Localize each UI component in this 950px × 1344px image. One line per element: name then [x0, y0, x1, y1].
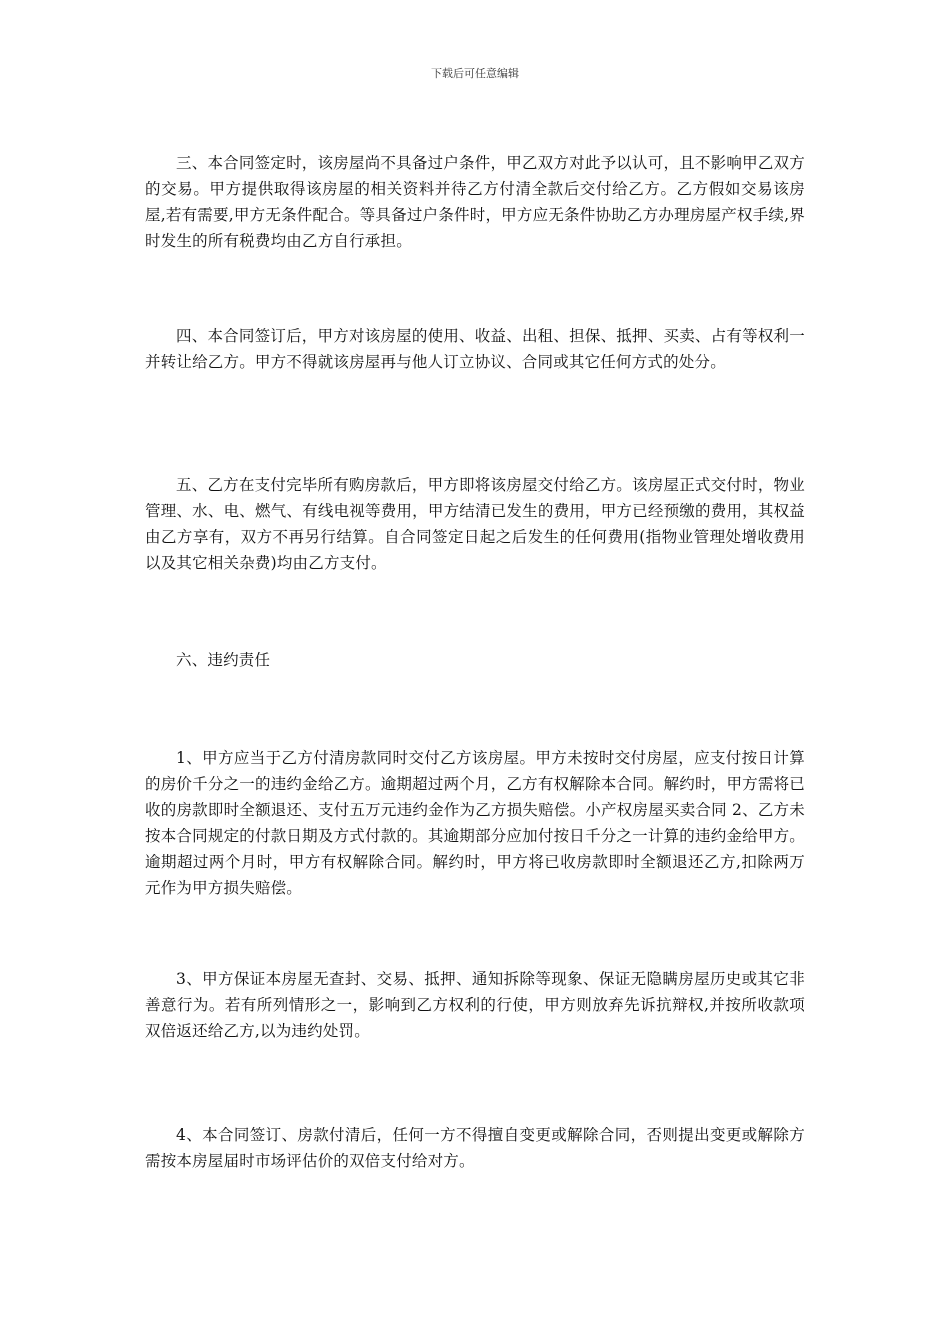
page-header-note: 下载后可任意编辑 [431, 67, 519, 80]
section-heading-breach-liability: 六、违约责任 [176, 651, 271, 669]
breach-item-4-paragraph: 4、本合同签订、房款付清后，任何一方不得擅自变更或解除合同，否则提出变更或解除方需按本房屋届时市场评估价的双倍支付给对方。 [145, 1126, 805, 1170]
breach-item-3-paragraph: 3、甲方保证本房屋无查封、交易、抵押、通知拆除等现象、保证无隐瞒房屋历史或其它非善意行为。若有所列情形之一，影响到乙方权利的行使，甲方则放弃先诉抗辩权,并按所收款项双倍返还给乙方,以为违约处罚。 [145, 970, 805, 1040]
clause-5-paragraph: 五、乙方在支付完毕所有购房款后，甲方即将该房屋交付给乙方。该房屋正式交付时，物业管理、水、电、燃气、有线电视等费用，甲方结清已发生的费用，甲方已经预缴的费用，其权益由乙方享有，双方不再另行结算。自合同签定日起之后发生的任何费用(指物业管理处增收费用以及其它相关杂费)均由乙方支付。 [145, 476, 805, 572]
breach-item-1-2-paragraph: 1、甲方应当于乙方付清房款同时交付乙方该房屋。甲方未按时交付房屋，应支付按日计算的房价千分之一的违约金给乙方。逾期超过两个月，乙方有权解除本合同。解约时，甲方需将已收的房款即时全额退还、支付五万元违约金作为乙方损失赔偿。小产权房屋买卖合同 2、乙方未按本合同规定的付款日期及方式付款的。其逾期部分应加付按日千分之一计算的违约金给甲方。逾期超过两个月时，甲方有权解除合同。解约时，甲方将已收房款即时全额退还乙方,扣除两万元作为甲方损失赔偿。 [145, 749, 805, 897]
clause-3-paragraph: 三、本合同签定时，该房屋尚不具备过户条件，甲乙双方对此予以认可，且不影响甲乙双方的交易。甲方提供取得该房屋的相关资料并待乙方付清全款后交付给乙方。乙方假如交易该房屋,若有需要,甲方无条件配合。等具备过户条件时，甲方应无条件协助乙方办理房屋产权手续,界时发生的所有税费均由乙方自行承担。 [145, 154, 805, 250]
clause-4-paragraph: 四、本合同签订后，甲方对该房屋的使用、收益、出租、担保、抵押、买卖、占有等权利一并转让给乙方。甲方不得就该房屋再与他人订立协议、合同或其它任何方式的处分。 [145, 327, 805, 371]
